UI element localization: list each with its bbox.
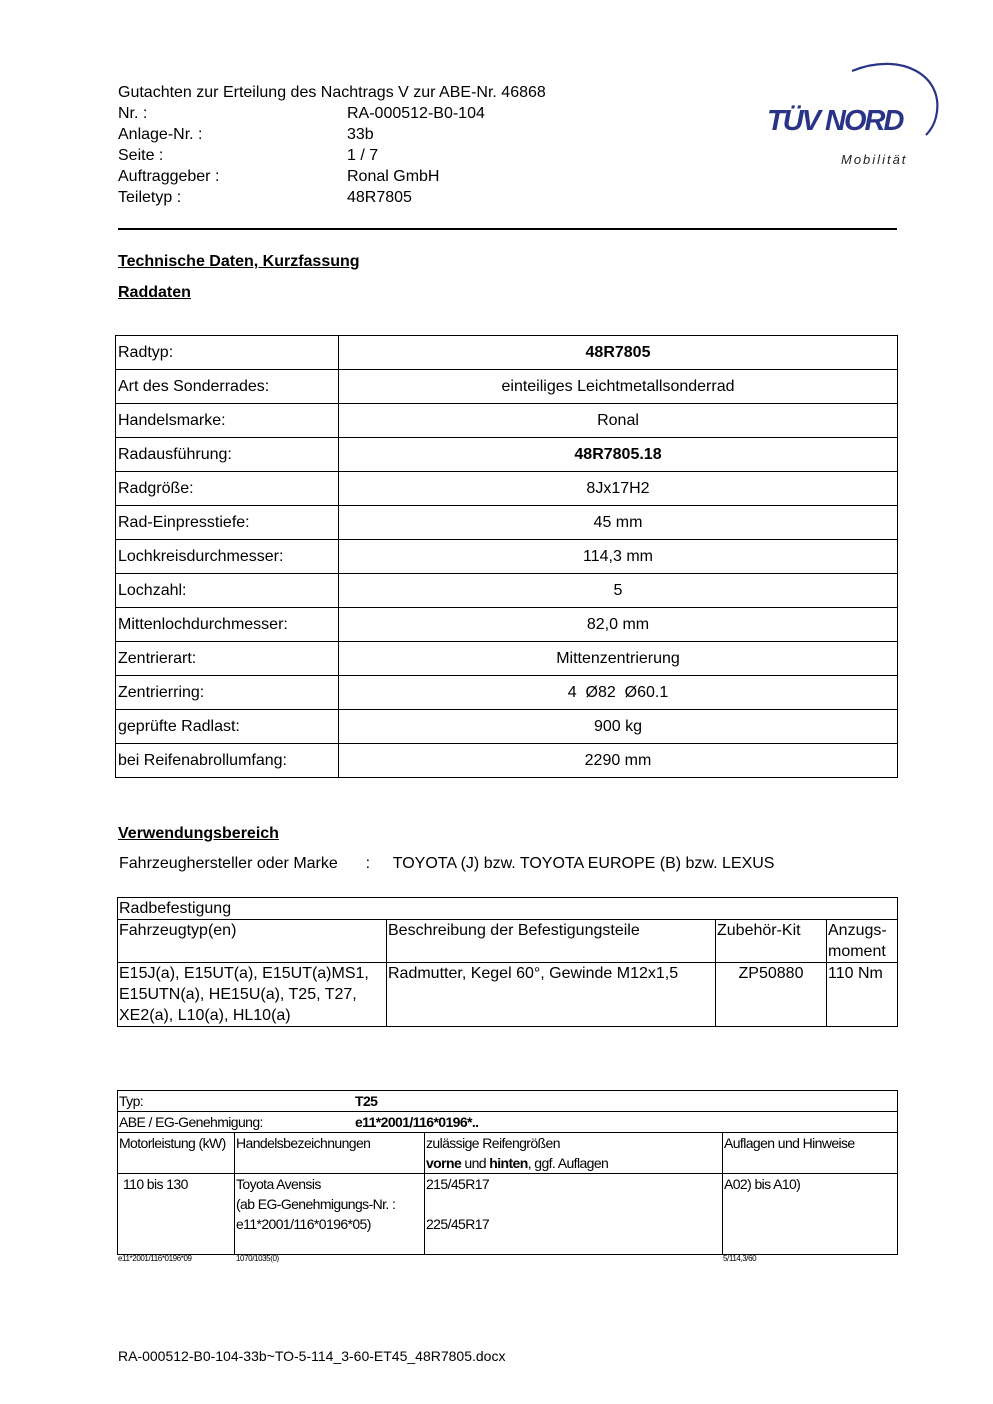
table-header-row bbox=[118, 920, 898, 963]
header-value: 48R7805 bbox=[347, 189, 412, 206]
row-value: 5 bbox=[339, 574, 898, 608]
row-value: 82,0 mm bbox=[339, 608, 898, 642]
tires-front: vorne bbox=[426, 1155, 462, 1171]
abe-cell bbox=[118, 1112, 898, 1133]
col-header: Handelsbezeichnungen bbox=[235, 1133, 425, 1174]
row-label: Zentrierring: bbox=[116, 676, 339, 710]
table-row bbox=[116, 608, 898, 642]
row-value: 45 mm bbox=[339, 506, 898, 540]
row-label: geprüfte Radlast: bbox=[116, 710, 339, 744]
manufacturer-line bbox=[119, 855, 774, 873]
table-row bbox=[116, 574, 898, 608]
table-row bbox=[118, 963, 898, 1027]
mounting-title: Radbefestigung bbox=[118, 898, 898, 920]
power-range: 110 bis 130 bbox=[118, 1174, 235, 1255]
table-row bbox=[116, 506, 898, 540]
tires-rear: hinten bbox=[489, 1155, 528, 1171]
type-cell bbox=[118, 1091, 898, 1112]
table-row bbox=[118, 1091, 898, 1112]
table-header-row bbox=[118, 1133, 898, 1174]
trade-name-note: (ab EG-Genehmigungs-Nr. : bbox=[236, 1196, 396, 1212]
row-value: 2290 mm bbox=[339, 744, 898, 778]
row-label: Radgröße: bbox=[116, 472, 339, 506]
section-title: Technische Daten, Kurzfassung bbox=[118, 253, 360, 270]
row-label: Art des Sonderrades: bbox=[116, 370, 339, 404]
row-label: Radausführung: bbox=[116, 438, 339, 472]
row-label: Handelsmarke: bbox=[116, 404, 339, 438]
table-row bbox=[116, 710, 898, 744]
abe-label: ABE / EG-Genehmigung: bbox=[119, 1114, 263, 1130]
header-label: Anlage-Nr. : bbox=[118, 126, 203, 143]
table-row bbox=[116, 404, 898, 438]
header-row-anlage bbox=[118, 124, 546, 145]
manufacturer-value: TOYOTA (J) bzw. TOYOTA EUROPE (B) bzw. LEXUS bbox=[392, 855, 775, 872]
footer-filename: RA-000512-B0-104-33b~TO-5-114_3-60-ET45_48R7805.docx bbox=[118, 1348, 506, 1364]
row-label: Zentrierart: bbox=[116, 642, 339, 676]
tire-size: 215/45R17 bbox=[426, 1176, 490, 1192]
table-row bbox=[118, 898, 898, 920]
row-label: Mittenlochdurchmesser: bbox=[116, 608, 339, 642]
trade-name-note: e11*2001/116*0196*05) bbox=[236, 1216, 371, 1232]
header-label: Teiletyp : bbox=[118, 189, 182, 206]
row-label: Lochzahl: bbox=[116, 574, 339, 608]
row-value: Mittenzentrierung bbox=[339, 642, 898, 676]
col-header: Motorleistung (kW) bbox=[118, 1133, 235, 1174]
col-header: Beschreibung der Befestigungsteile bbox=[387, 920, 716, 963]
header-label: Auftraggeber : bbox=[118, 168, 220, 185]
row-label: Lochkreisdurchmesser: bbox=[116, 540, 339, 574]
row-value: 900 kg bbox=[339, 710, 898, 744]
row-value: 114,3 mm bbox=[339, 540, 898, 574]
small-code: 1070/1035(0) bbox=[236, 1254, 279, 1263]
manufacturer-sep: : bbox=[365, 855, 371, 872]
abe-value: e11*2001/116*0196*.. bbox=[355, 1114, 479, 1130]
row-value: einteiliges Leichtmetallsonderrad bbox=[339, 370, 898, 404]
tires-and: und bbox=[464, 1155, 486, 1171]
header-row-auftraggeber bbox=[118, 166, 546, 187]
vehicle-types: E15J(a), E15UT(a), E15UT(a)MS1, E15UTN(a), HE15U(a), T25, T27, XE2(a), L10(a), HL10(a) bbox=[118, 963, 387, 1027]
header-row-nr bbox=[118, 103, 546, 124]
tires-rest: , ggf. Auflagen bbox=[527, 1155, 609, 1171]
wheel-data-table bbox=[115, 335, 898, 778]
table-row bbox=[116, 370, 898, 404]
row-value: 4 Ø82 Ø60.1 bbox=[339, 676, 898, 710]
notes: A02) bis A10) bbox=[723, 1174, 898, 1255]
table-row bbox=[116, 540, 898, 574]
logo-name: TÜV NORD bbox=[767, 105, 903, 137]
fastener-description: Radmutter, Kegel 60°, Gewinde M12x1,5 bbox=[387, 963, 716, 1027]
trade-names bbox=[235, 1174, 425, 1255]
col-header: Anzugs-moment bbox=[827, 920, 898, 963]
header-label: Nr. : bbox=[118, 105, 148, 122]
table-row bbox=[116, 744, 898, 778]
mounting-table bbox=[117, 897, 898, 1027]
row-value: 48R7805.18 bbox=[339, 438, 898, 472]
torque: 110 Nm bbox=[827, 963, 898, 1027]
row-label: Radtyp: bbox=[116, 336, 339, 370]
manufacturer-label: Fahrzeughersteller oder Marke bbox=[119, 855, 338, 872]
table-row bbox=[116, 642, 898, 676]
header-row-teiletyp bbox=[118, 187, 546, 208]
table-row bbox=[116, 336, 898, 370]
type-table bbox=[117, 1090, 898, 1255]
section-subtitle: Raddaten bbox=[118, 284, 191, 301]
table-row bbox=[118, 1112, 898, 1133]
col-header: Auflagen und Hinweise bbox=[723, 1133, 898, 1174]
accessory-kit: ZP50880 bbox=[716, 963, 827, 1027]
header-value: 33b bbox=[347, 126, 374, 143]
type-value: T25 bbox=[355, 1093, 378, 1109]
row-value: 48R7805 bbox=[339, 336, 898, 370]
table-row bbox=[116, 438, 898, 472]
header-value: 1 / 7 bbox=[347, 147, 379, 164]
small-code: 5/114,3/60 bbox=[723, 1254, 757, 1263]
table-row bbox=[118, 1174, 898, 1255]
header-label: Seite : bbox=[118, 147, 164, 164]
header-value: Ronal GmbH bbox=[347, 168, 440, 185]
usage-title: Verwendungsbereich bbox=[118, 825, 279, 842]
table-row bbox=[116, 676, 898, 710]
header-row-seite bbox=[118, 145, 546, 166]
small-code: e11*2001/116*0196*09 bbox=[118, 1254, 192, 1263]
row-label: bei Reifenabrollumfang: bbox=[116, 744, 339, 778]
col-header: Fahrzeugtyp(en) bbox=[118, 920, 387, 963]
type-label: Typ: bbox=[119, 1093, 144, 1109]
tire-sizes bbox=[425, 1174, 723, 1255]
report-title: Gutachten zur Erteilung des Nachtrags V zur ABE-Nr. 46868 bbox=[118, 84, 546, 101]
header-divider bbox=[118, 228, 897, 230]
header-value: RA-000512-B0-104 bbox=[347, 105, 485, 122]
tuv-nord-logo bbox=[760, 55, 950, 175]
col-header: Zubehör-Kit bbox=[716, 920, 827, 963]
trade-name: Toyota Avensis bbox=[236, 1176, 321, 1192]
row-label: Rad-Einpresstiefe: bbox=[116, 506, 339, 540]
table-row bbox=[116, 472, 898, 506]
row-value: 8Jx17H2 bbox=[339, 472, 898, 506]
row-value: Ronal bbox=[339, 404, 898, 438]
tire-size: 225/45R17 bbox=[426, 1216, 490, 1232]
col-header-tires bbox=[425, 1133, 723, 1174]
logo-subtitle: Mobilität bbox=[841, 152, 908, 167]
tires-header-line1: zulässige Reifengrößen bbox=[426, 1135, 560, 1151]
report-header bbox=[118, 82, 546, 208]
